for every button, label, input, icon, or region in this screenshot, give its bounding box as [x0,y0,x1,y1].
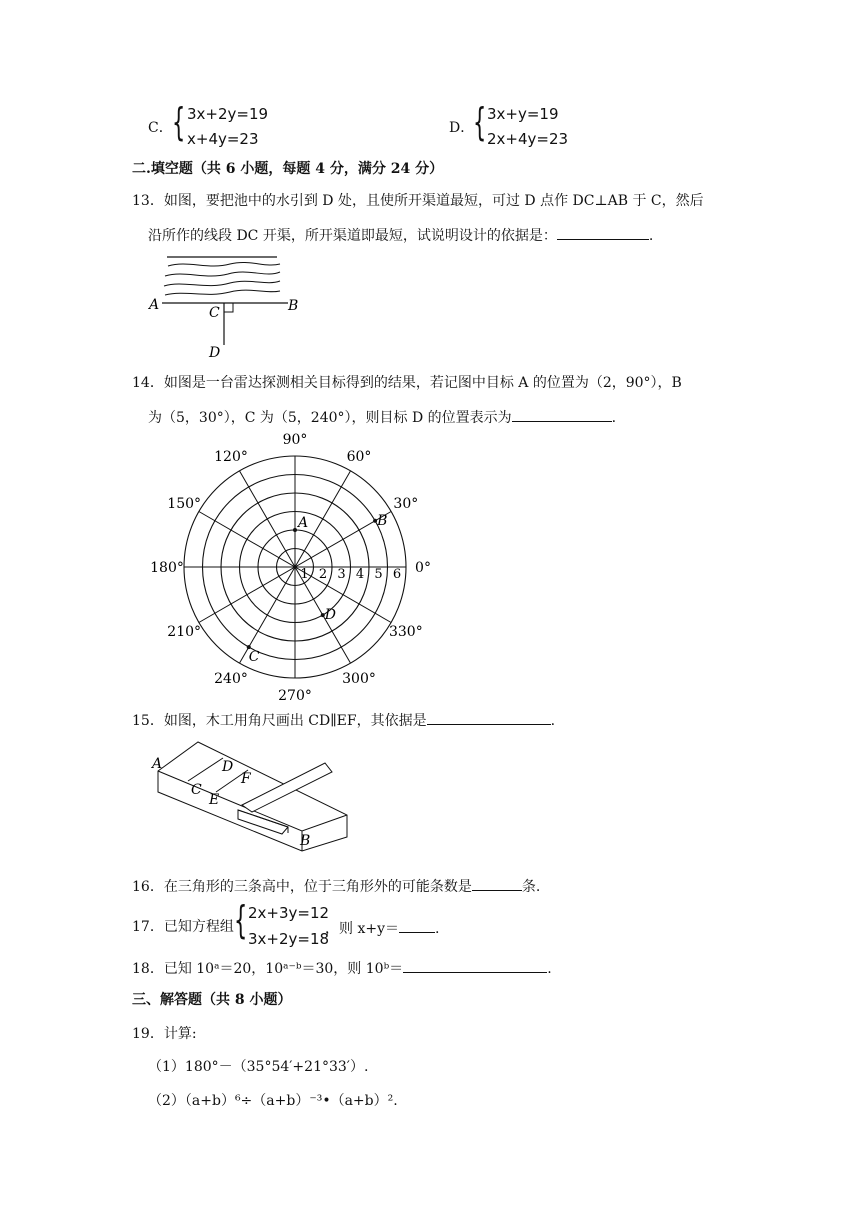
q13-line1: 13．如图，要把池中的水引到 D 处，且使所开渠道最短，可过 D 点作 DC⊥AB 于 C，然后 [132,193,704,209]
radar-target-label: C [248,649,260,666]
q17-post: ，则 x+y＝ . [325,917,439,939]
q13-label-a: A [149,297,160,313]
q15-label-e: E [209,792,220,808]
q15-text: 15．如图，木工用角尺画出 CD∥EF，其依据是 . [132,709,555,731]
option-d-eq1: 3x+y=19 [487,105,559,123]
radar-target-dot [293,528,297,532]
q18-answer-blank[interactable] [403,957,547,973]
q15-label-d: D [222,759,234,775]
radar-angle-label: 120° [214,449,248,466]
q13-label-b: B [288,298,299,314]
q17-pre: 17．已知方程组 [132,919,234,935]
q13-label-d: D [209,345,221,361]
q16-text: 16．在三角形的三条高中，位于三角形外的可能条数是 条. [132,875,540,897]
option-d-label: D． [449,120,475,136]
radar-angle-label: 270° [278,688,312,700]
radar-ring-label: 2 [318,567,328,582]
option-c-label: C． [148,120,173,136]
radar-ring-label: 1 [300,567,309,582]
q14-line2: 为（5，30°），C 为（5，240°），则目标 D 的位置表示为 . [148,406,616,428]
option-c-eq1: 3x+2y=19 [187,105,269,123]
q17-eq1: 2x+3y=12 [248,904,330,922]
radar-angle-label: 240° [214,670,248,687]
radar-ring-label: 3 [337,567,346,582]
section-3-heading: 三、解答题（共 8 小题） [132,992,292,1008]
radar-angle-label: 30° [393,496,419,512]
q13-label-c: C [209,305,220,321]
radar-angle-label: 0° [415,560,431,576]
radar-angle-label: 180° [150,560,184,576]
radar-angle-label: 60° [346,449,372,466]
radar-targets [247,513,388,665]
option-c-brace: { [172,100,186,144]
option-d-eq2: 2x+4y=23 [487,130,569,148]
radar-ring-label: 6 [392,567,402,582]
q19-part1: （1）180°－（35°54′+21°33′）. [148,1059,369,1075]
q17-brace: { [234,898,248,942]
radar-spokes [184,456,406,678]
radar-angle-label: 90° [282,432,308,448]
q13-answer-blank[interactable] [557,224,649,240]
option-d-brace: { [473,100,487,144]
radar-ring-label: 4 [355,567,365,582]
radar-target-label: B [377,512,388,529]
q18-text: 18．已知 10ᵃ＝20，10ᵃ⁻ᵇ＝30，则 10ᵇ＝ . [132,957,552,979]
q14-radar-figure [140,432,450,700]
radar-angle-label: 300° [342,670,376,687]
q14-line1: 14．如图是一台雷达探测相关目标得到的结果，若记图中目标 A 的位置为（2，90°），B [132,375,682,391]
radar-angle-label: 210° [167,624,202,640]
radar-angle-label: 330° [388,624,423,640]
q16-answer-blank[interactable] [472,875,522,891]
radar-ring-label: 5 [374,567,383,582]
q19-title: 19．计算: [132,1026,197,1042]
q19-part2: （2）（a+b）⁶÷（a+b）⁻³•（a+b）². [148,1093,398,1109]
q13-canal-figure [140,250,320,365]
q17-answer-blank[interactable] [399,917,435,933]
q15-label-c: C [191,782,202,798]
q15-label-b: B [300,833,311,849]
option-c-eq2: x+4y=23 [187,130,259,148]
radar-target-label: A [298,515,309,531]
q15-woodwork-figure [140,736,355,861]
q15-label-f: F [241,771,251,787]
q17-eq2: 3x+2y=18 [248,930,330,948]
q14-answer-blank[interactable] [512,406,612,422]
radar-angle-label: 150° [167,496,202,512]
q13-line2: 沿所作的线段 DC 开渠，所开渠道即最短，试说明设计的依据是： . [148,224,653,246]
q15-answer-blank[interactable] [427,709,551,725]
q15-label-a: A [152,756,163,772]
section-2-heading: 二.填空题（共 6 小题，每题 4 分，满分 24 分） [132,161,444,177]
radar-target-label: D [324,607,336,624]
